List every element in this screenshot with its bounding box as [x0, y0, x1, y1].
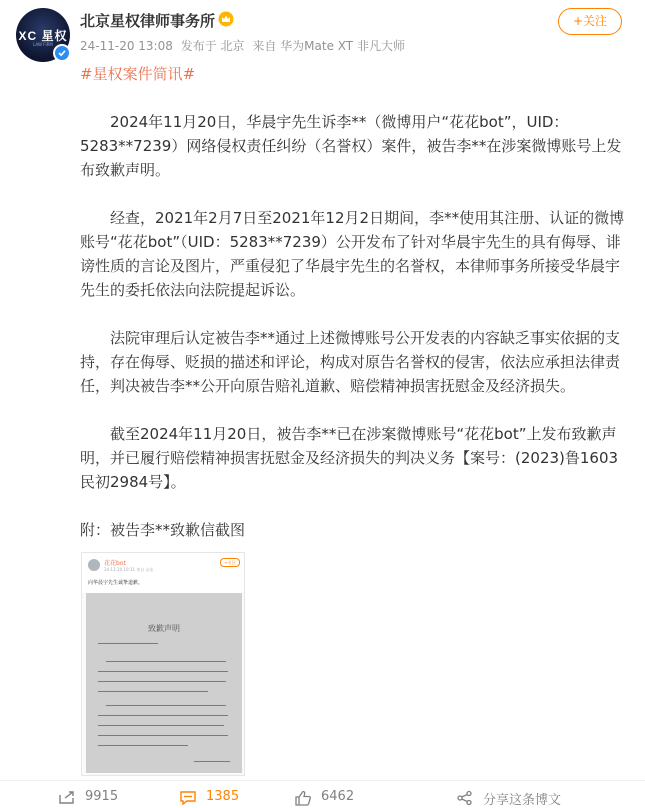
handwriting-line — [106, 705, 226, 706]
repost-icon — [58, 790, 76, 806]
handwriting-line — [98, 681, 226, 682]
letter-post-header — [82, 553, 245, 593]
handwritten-paper — [86, 593, 242, 773]
letter-heading: 致歉声明 — [148, 624, 180, 633]
handwriting-line — [194, 761, 230, 762]
comment-icon — [179, 790, 197, 806]
share-icon — [456, 790, 474, 806]
handwriting-line — [98, 715, 228, 716]
author-name[interactable]: 北京星权律师事务所 — [80, 12, 216, 30]
post-content — [80, 62, 630, 542]
handwriting-line — [98, 643, 158, 644]
like-count: 6462 — [321, 789, 355, 804]
post-location: 发布于 北京 — [180, 39, 245, 53]
apology-letter-image[interactable] — [81, 552, 245, 776]
handwriting-line — [106, 661, 226, 662]
post-time[interactable]: 24-11-20 13:08 — [80, 39, 173, 53]
post-header — [0, 0, 645, 64]
letter-meta: 24-11-20 10:11 来自 山东 — [104, 567, 154, 572]
paragraph-1: 2024年11月20日，华晨宇先生诉李**（微博用户“花花bot”，UID：5283**7239）网络侵权责任纠纷（名誉权）案件，被告李**在涉案微博账号上发布致歉声明。 — [80, 113, 622, 179]
paragraph-4: 截至2024年11月20日，被告李**已在涉案微博账号“花花bot”上发布致歉声明，并已履行赔偿精神损害抚慰金及经济损失的判决义务【案号：(2023)鲁1603民初2984号】。 — [80, 425, 619, 491]
handwriting-line — [98, 691, 208, 692]
repost-count: 9915 — [85, 789, 119, 804]
avatar-logo-subtext: LAW FIRM — [33, 42, 53, 47]
post-source: 来自 华为Mate XT 非凡大师 — [252, 39, 405, 53]
post-footer — [0, 780, 645, 808]
avatar-logo-text: XC 星权 — [18, 29, 68, 43]
handwriting-line — [98, 671, 228, 672]
verified-icon — [53, 44, 71, 62]
handwriting-line — [98, 725, 224, 726]
handwriting-line — [98, 745, 188, 746]
follow-button[interactable]: +关注 — [558, 8, 622, 35]
paragraph-3: 法院审理后认定被告李**通过上述微博账号公开发表的内容缺乏事实依据的支持，存在侮辱、贬损的描述和评论，构成对原告名誉权的侵害，依法应承担法律责任，判决被告李**公开向原告赔礼道歉、赔偿精神损害抚慰金及经济损失。 — [80, 329, 621, 395]
topic-tag[interactable]: #星权案件简讯# — [80, 65, 196, 83]
letter-avatar — [88, 559, 100, 571]
post-meta — [80, 37, 409, 54]
share-label: 分享这条博文 — [483, 793, 562, 808]
handwriting-line — [98, 735, 228, 736]
letter-post-text: 向华晨宇先生诚挚道歉。 — [88, 580, 144, 586]
letter-follow-button: +关注 — [220, 558, 240, 567]
letter-user-name: 花花bot — [104, 560, 126, 567]
paragraph-2: 经查，2021年2月7日至2021年12月2日期间，李**使用其注册、认证的微博账号“花花bot”（UID：5283**7239）公开发布了针对华晨宇先生的具有侮辱、诽谤性质的言论及图片，严重侵犯了华晨宇先生的名誉权，本律师事务所接受华晨宇先生的委托依法向法院提起诉讼。 — [80, 209, 625, 299]
comment-count: 1385 — [206, 789, 240, 804]
crown-icon — [218, 11, 234, 27]
like-icon — [294, 790, 312, 806]
attachment-caption: 附：被告李**致歉信截图 — [80, 521, 246, 539]
